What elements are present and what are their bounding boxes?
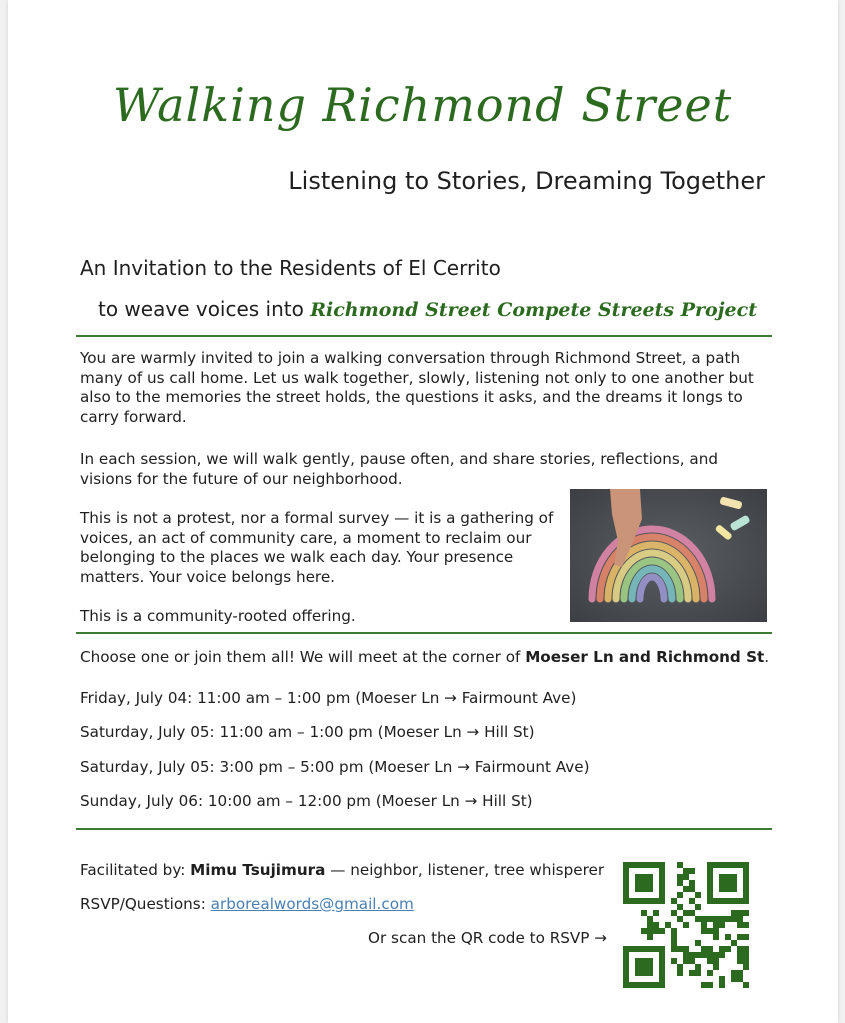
paragraph-gathering: This is not a protest, nor a formal survey — it is a gathering of voices, an act of community care, a moment to reclaim our belonging to the places we walk each day. Your presence matters. Your voice belongs here. [80,509,554,586]
email-link[interactable]: arborealwords@gmail.com [210,895,414,913]
paragraph-session: In each session, we will walk gently, pause often, and share stories, reflections, and visions for the future of our neighborhood. [80,450,718,488]
divider-bottom [76,828,772,830]
invitation-line-2 [98,297,757,321]
facilitated-label: Facilitated by: [80,861,191,879]
invitation-line-1: An Invitation to the Residents of El Cerrito [80,256,501,280]
invitation-prefix: to weave voices into [98,297,311,321]
meeting-location: Moeser Ln and Richmond St [525,648,765,666]
sessions-intro-suffix: . [764,648,770,666]
flyer-title: Walking Richmond Street [112,78,733,132]
sessions-intro-prefix: Choose one or join them all! We will meet at the corner of [80,648,526,666]
facilitator-line [80,861,604,879]
session-item: Sunday, July 06: 10:00 am – 12:00 pm (Moeser Ln → Hill St) [80,792,533,810]
session-item: Saturday, July 05: 3:00 pm – 5:00 pm (Moeser Ln → Fairmount Ave) [80,758,590,776]
paragraph-intro: You are warmly invited to join a walking conversation through Richmond Street, a path many of us call home. Let us walk together, slowly, listening not only to one another but also to the memories the street holds, the questions it asks, and the dreams it longs to carry forward. [80,349,754,426]
divider-middle [76,632,772,634]
facilitator-description: — neighbor, listener, tree whisperer [325,861,605,879]
rainbow-chalk-drawing-icon [570,489,767,622]
rsvp-line [80,895,414,913]
paragraph-offering: This is a community-rooted offering. [80,607,356,625]
project-name: Richmond Street Compete Streets Project [310,299,757,321]
divider-top [76,335,772,337]
session-item: Friday, July 04: 11:00 am – 1:00 pm (Moeser Ln → Fairmount Ave) [80,689,577,707]
rsvp-label: RSVP/Questions: [80,895,211,913]
qr-code-icon[interactable] [623,862,749,988]
scan-qr-text: Or scan the QR code to RSVP → [368,929,607,947]
rainbow-chalk-photo [570,489,767,622]
session-item: Saturday, July 05: 11:00 am – 1:00 pm (Moeser Ln → Hill St) [80,723,535,741]
facilitator-name: Mimu Tsujimura [190,861,326,879]
flyer-subtitle: Listening to Stories, Dreaming Together [288,167,765,195]
sessions-intro [80,648,769,666]
